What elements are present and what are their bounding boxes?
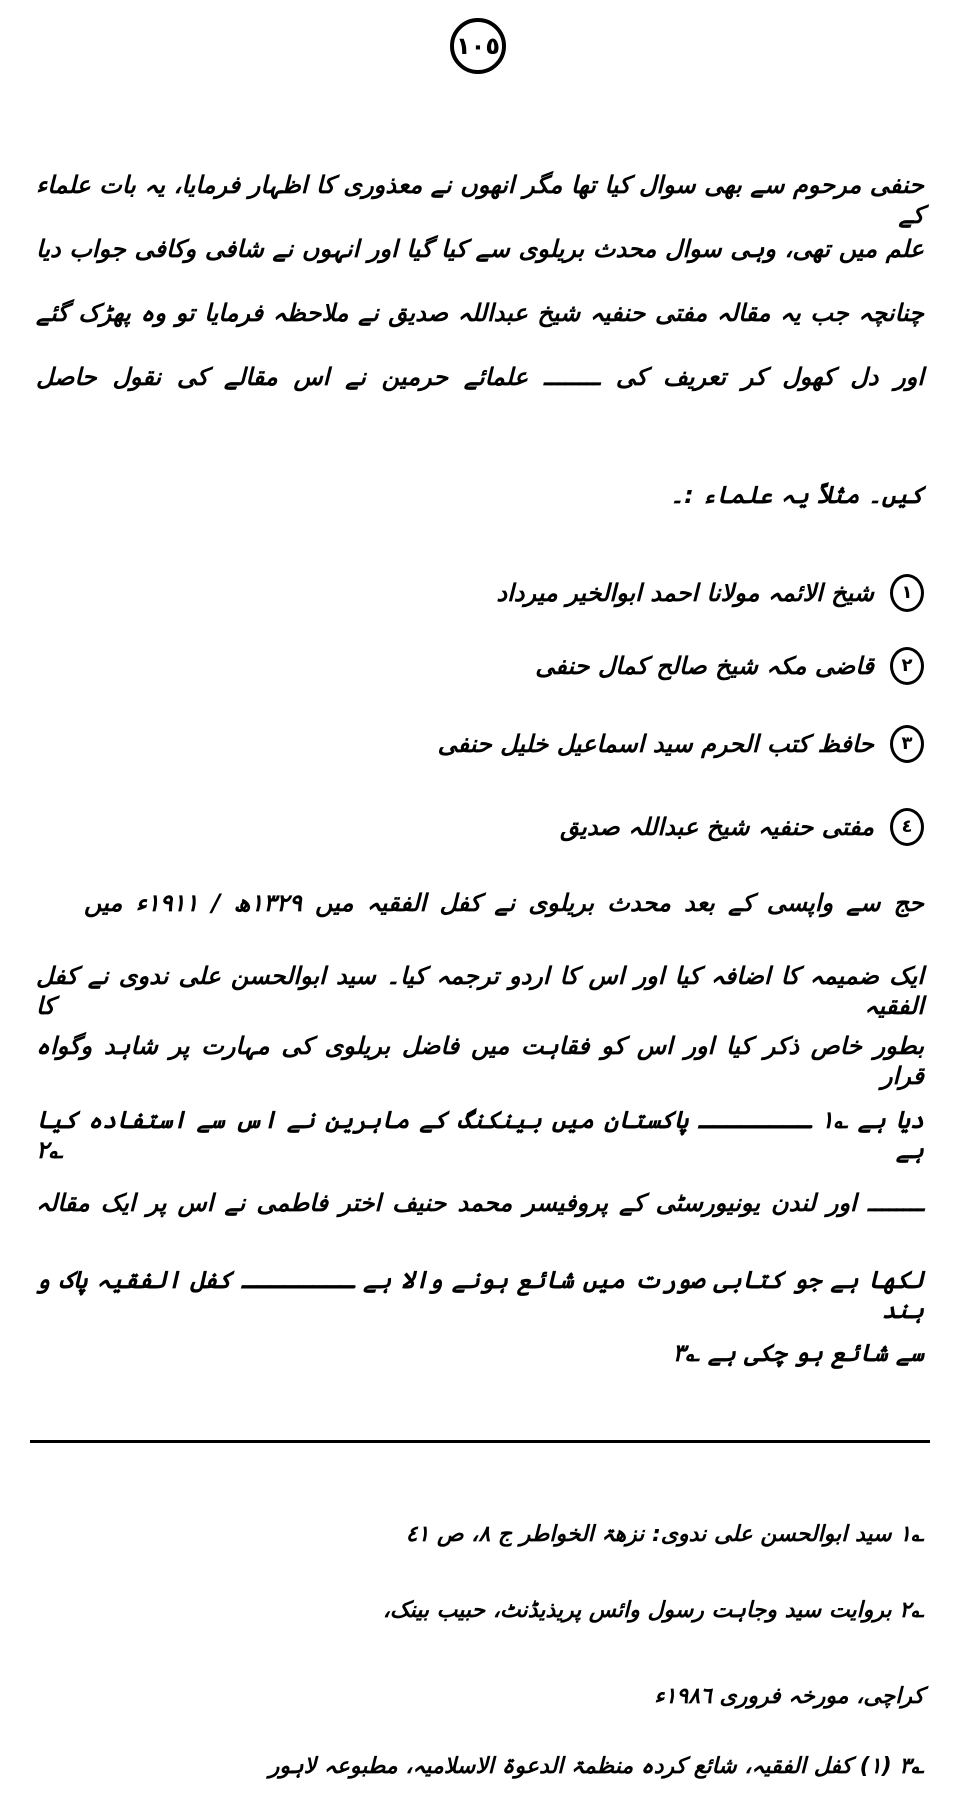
footnote-divider — [30, 1440, 930, 1443]
body-line: علم میں تھی، وہی سوال محدث بریلوی سے کیا گیا اور انہوں نے شافی وکافی جواب دیا — [36, 235, 924, 263]
page-number: ١٠٥ — [450, 18, 506, 74]
body-line: چنانچہ جب یہ مقالہ مفتی حنفیہ شیخ عبداللہ صدیق نے ملاحظہ فرمایا تو وہ پھڑک گئے — [36, 299, 924, 327]
body-line: ــــــــ اور لندن یونیورسٹی کے پروفیسر محمد حنیف اختر فاطمی نے اس پر ایک مقالہ — [36, 1189, 924, 1217]
body-line: ایک ضمیمہ کا اضافہ کیا اور اس کا اردو ترجمہ کیا۔ سید ابوالحسن علی ندوی نے کفل الفقیہ کا — [36, 962, 924, 1020]
list-item — [438, 725, 924, 763]
list-item — [535, 647, 924, 685]
list-item — [560, 808, 924, 846]
list-item-text: شیخ الائمہ مولانا احمد ابوالخیر میرداد — [496, 579, 874, 607]
list-number: ١ — [890, 574, 924, 612]
footnote: ؎١ سید ابوالحسن علی ندوی: نزھۃ الخواطر ج ٨، ص ٤١ — [405, 1522, 924, 1547]
list-number: ٢ — [890, 647, 924, 685]
list-item-text: مفتی حنفیہ شیخ عبداللہ صدیق — [560, 813, 874, 841]
footnote: ؎٣ (١) کفل الفقیہ، شائع کردہ منظمۃ الدعوۃ الاسلامیہ، مطبوعہ لاہور — [268, 1754, 924, 1779]
list-number: ٣ — [890, 725, 924, 763]
list-number: ٤ — [890, 808, 924, 846]
body-line: دیا ہے ؎١ ــــــــ پاکستان میں بینکنگ کے ماہرین نے اس سے استفادہ کیا ہے ؎٢ — [36, 1106, 924, 1164]
footnote: ؎٢ بروایت سید وجاہت رسول وائس پریذیڈنٹ، حبیب بینک، — [382, 1598, 924, 1623]
body-line: اور دل کھول کر تعریف کی ــــــــ علمائے حرمین نے اس مقالے کی نقول حاصل — [36, 363, 924, 391]
footnote: کراچی، مورخہ فروری ١٩٨٦ء — [654, 1684, 924, 1709]
body-line: سے شائع ہو چکی ہے ؎٣ — [672, 1339, 924, 1367]
body-line: حج سے واپسی کے بعد محدث بریلوی نے کفل الفقیہ میں ١٣٢٩ھ / ١٩١١ء میں — [84, 889, 925, 917]
body-line: لکھا ہے جو کتابی صورت میں شائع ہونے والا ہے ــــــــ کفل الفقیہ پاک و ہند — [36, 1266, 924, 1324]
body-line: بطور خاص ذکر کیا اور اس کو فقاہت میں فاضل بریلوی کی مہارت پر شاہد وگواہ قرار — [36, 1032, 924, 1090]
body-line: کیں۔ مثلاً یہ علماء :۔ — [670, 481, 924, 509]
list-item-text: حافظ کتب الحرم سید اسماعیل خلیل حنفی — [437, 730, 874, 758]
list-item-text: قاضی مکہ شیخ صالح کمال حنفی — [535, 652, 874, 680]
body-line: حنفی مرحوم سے بھی سوال کیا تھا مگر انھوں نے معذوری کا اظہار فرمایا، یہ بات علماء کے — [36, 171, 924, 229]
list-item — [496, 574, 924, 612]
